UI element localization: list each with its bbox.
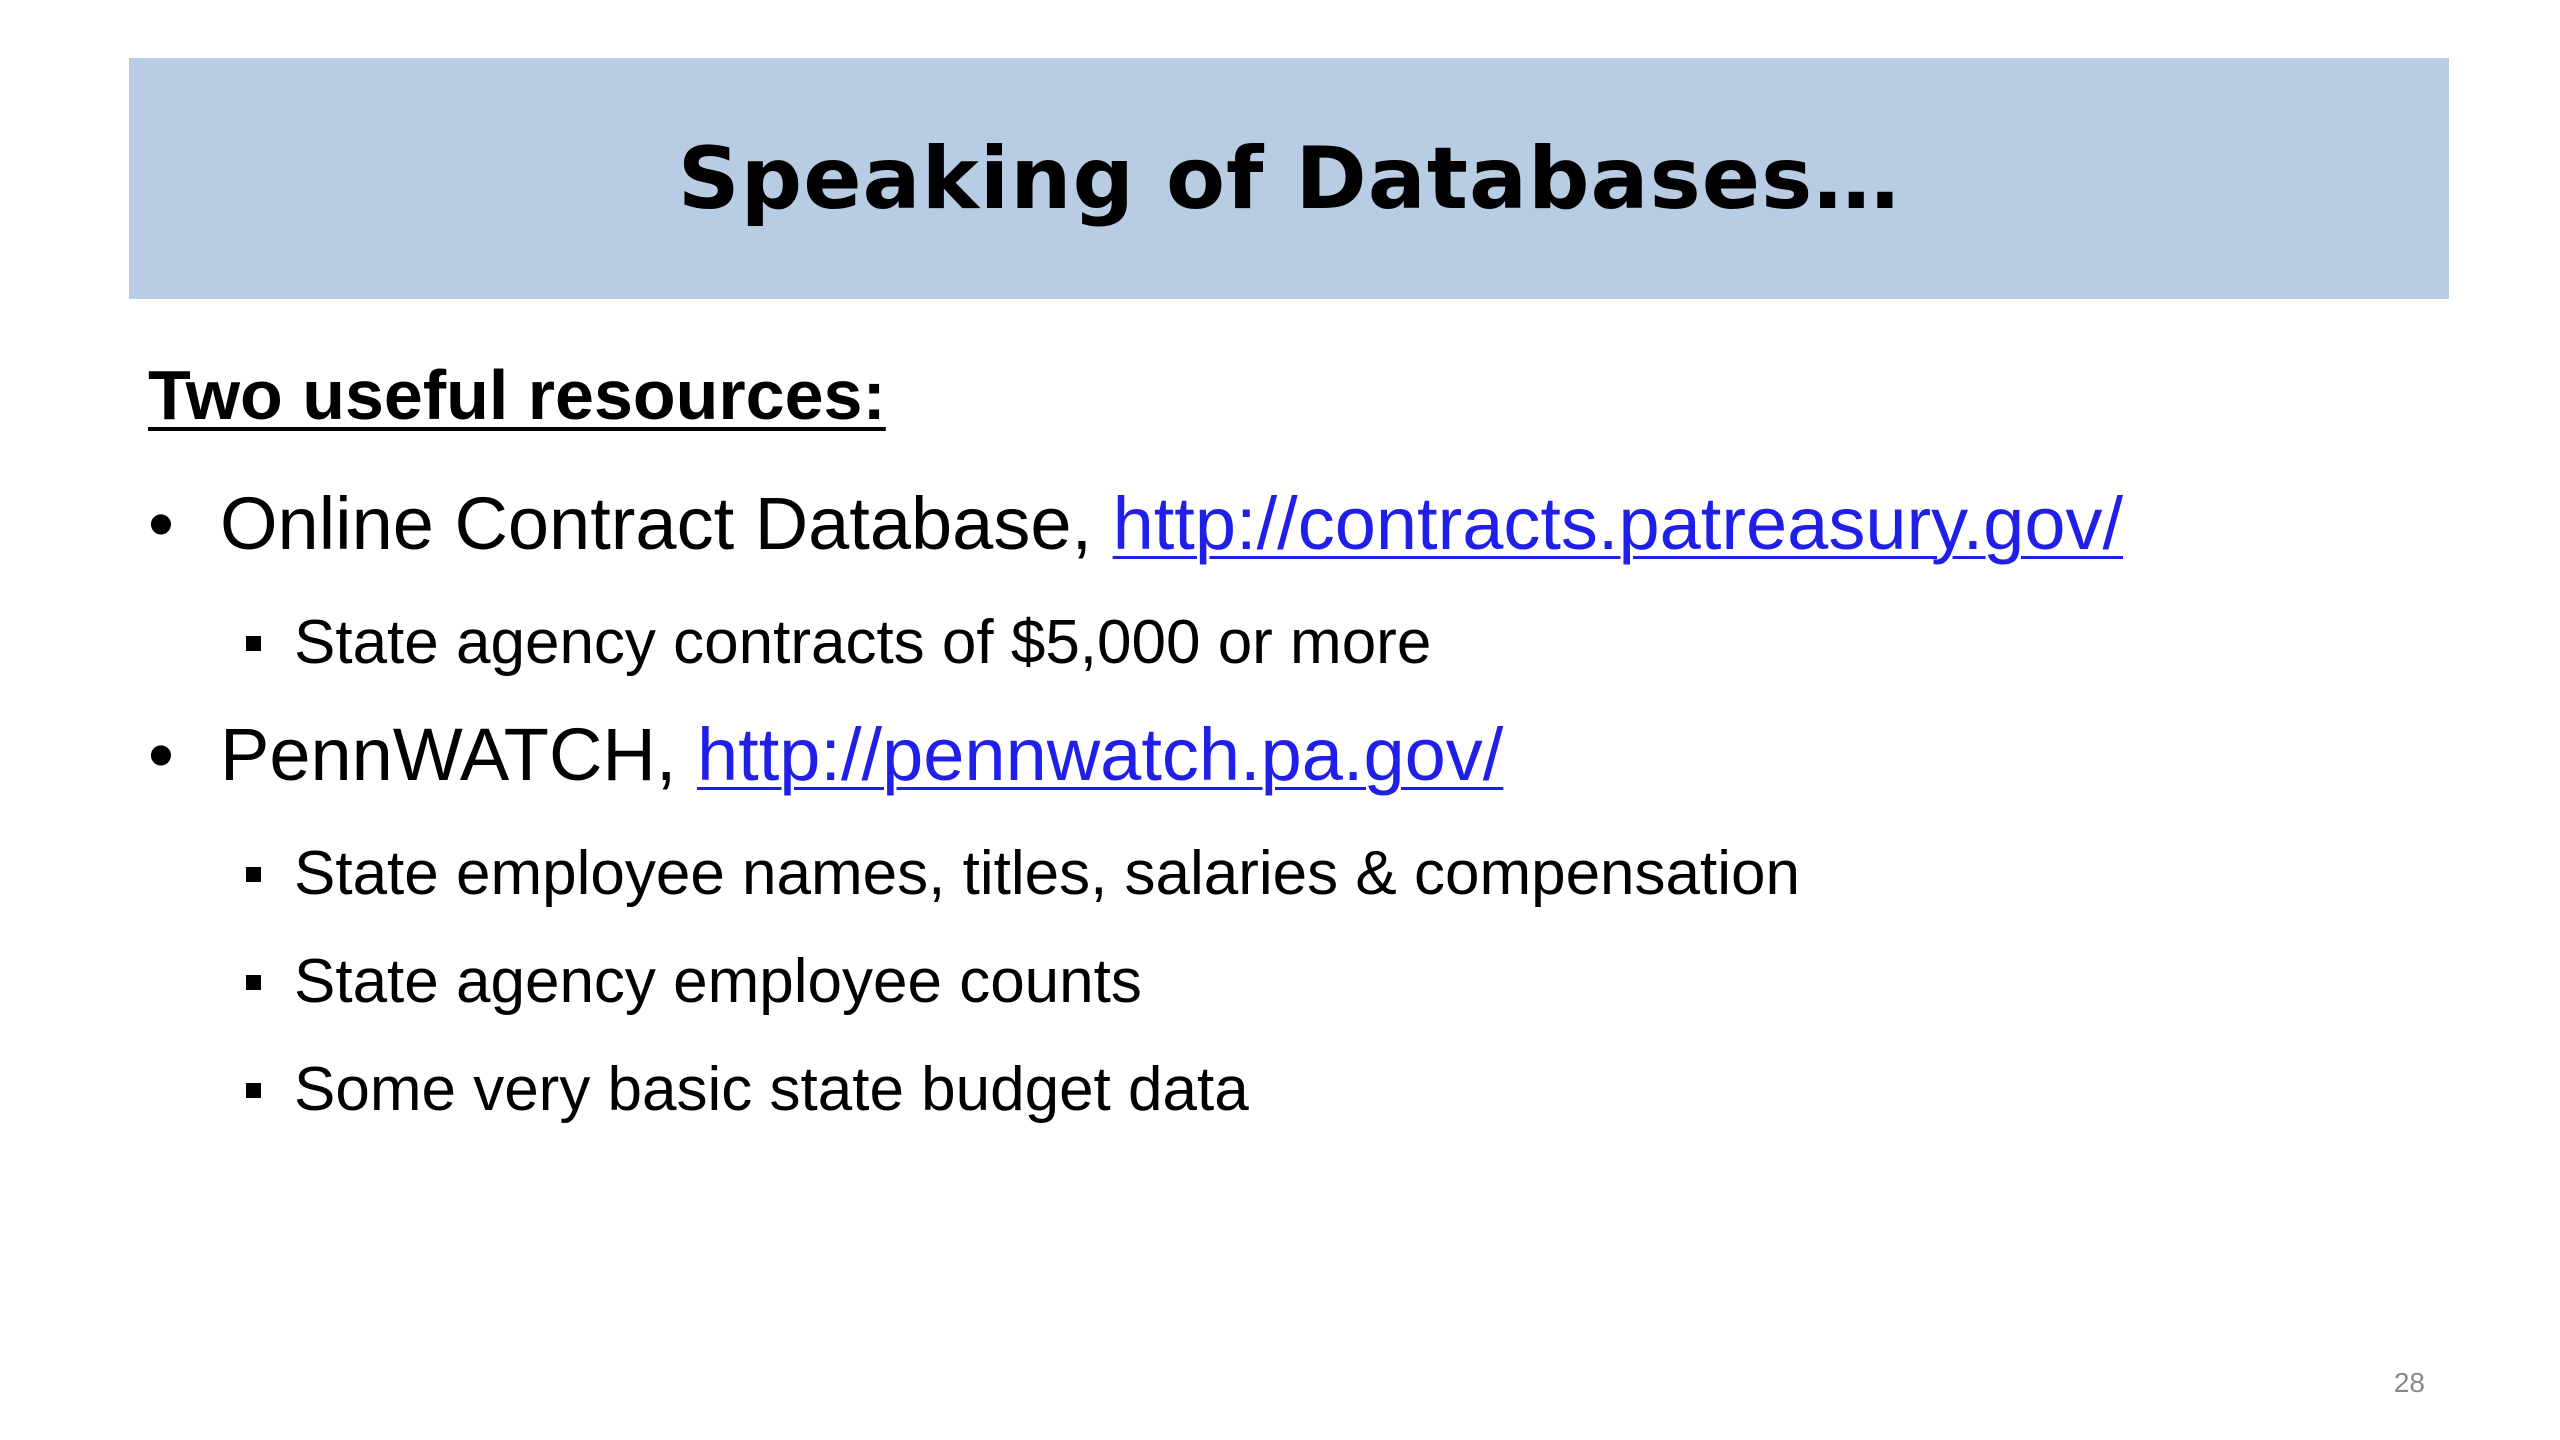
sub-list-item-text: Some very basic state budget data [294,1055,1249,1124]
bullet-icon: • [148,482,174,565]
sub-list-item-text: State agency employee counts [294,947,1142,1016]
list-item-text [220,482,2124,565]
contracts-link[interactable]: http://contracts.patreasury.gov/ [1112,482,2124,565]
pennwatch-link[interactable]: http://pennwatch.pa.gov/ [697,713,1504,796]
slide-title: Speaking of Databases… [677,128,1901,229]
sub-list-item-text: State agency contracts of $5,000 or more [294,608,1432,677]
page-number: 28 [2393,1367,2425,1398]
title-bar [129,58,2449,299]
list-item-label: Online Contract Database, [220,482,1113,565]
list-item-text [220,713,1504,796]
bullet-icon: • [148,713,174,796]
square-bullet-icon [246,867,261,882]
list-item-label: PennWATCH, [220,713,697,796]
square-bullet-icon [246,975,261,990]
sub-list-item-text: State employee names, titles, salaries & compensation [294,839,1800,908]
square-bullet-icon [246,1083,261,1098]
square-bullet-icon [246,636,261,651]
subheading: Two useful resources: [148,356,886,434]
